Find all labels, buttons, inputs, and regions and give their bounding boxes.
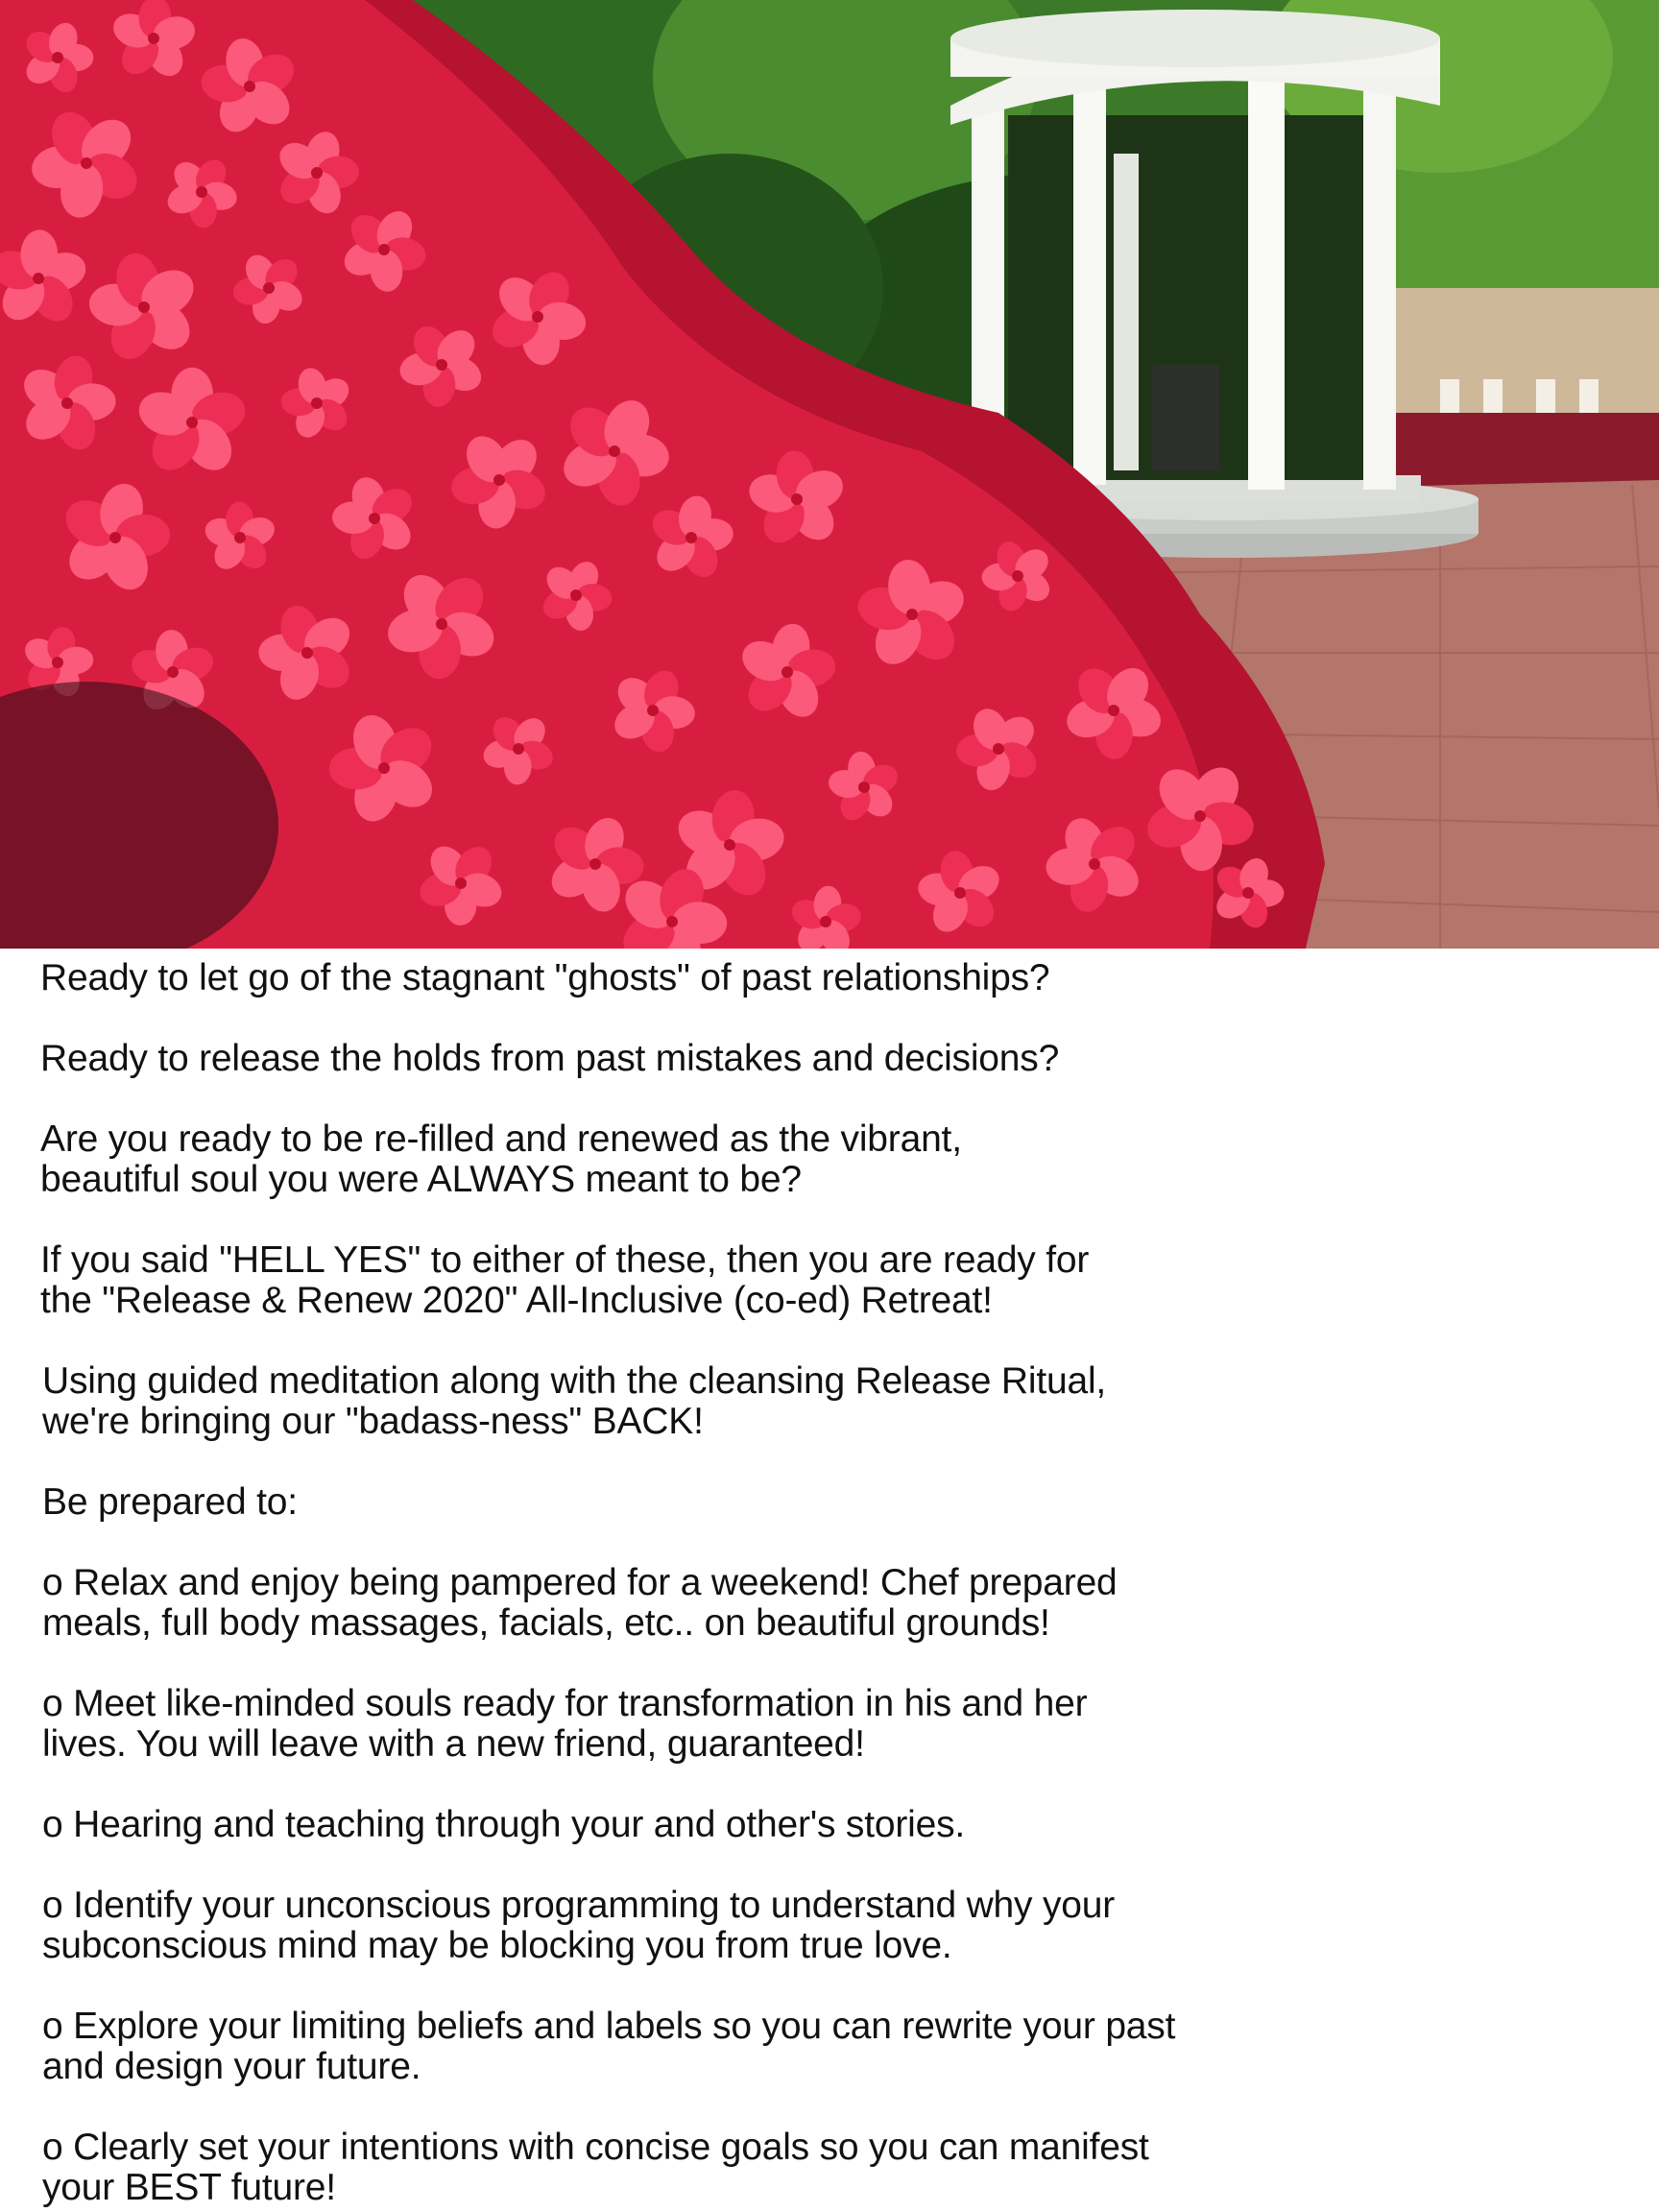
intro-release-holds: Ready to release the holds from past mistakes and decisions? — [40, 1038, 1060, 1079]
bullet-programming: o Identify your unconscious programming to understand why your subconscious mind may be blocking you from true love. — [42, 1885, 1116, 1966]
flowers-gazebo-photo-icon — [0, 0, 1659, 949]
bullet-like-minded: o Meet like-minded souls ready for transformation in his and her lives. You will leave with a new friend, guaranteed! — [42, 1683, 1088, 1765]
intro-meditation: Using guided meditation along with the cleansing Release Ritual, we're bringing our "badass-ness" BACK! — [42, 1360, 1107, 1442]
hero-photo — [0, 0, 1659, 949]
intro-ghosts: Ready to let go of the stagnant "ghosts" of past relationships? — [40, 957, 1050, 998]
intro-renewed: Are you ready to be re-filled and renewed as the vibrant, beautiful soul you were ALWAYS meant to be? — [40, 1118, 962, 1200]
bullet-stories: o Hearing and teaching through your and other's stories. — [42, 1804, 966, 1845]
prepared-heading: Be prepared to: — [42, 1481, 298, 1523]
flyer-copy — [0, 950, 1659, 2212]
bullet-beliefs: o Explore your limiting beliefs and labels so you can rewrite your past and design your future. — [42, 2006, 1176, 2087]
bullet-intentions: o Clearly set your intentions with concise goals so you can manifest your BEST future! — [42, 2127, 1149, 2208]
intro-hell-yes: If you said "HELL YES" to either of these, then you are ready for the "Release & Renew 2020" All-Inclusive (co-ed) Retreat! — [40, 1239, 1090, 1321]
bullet-pampered: o Relax and enjoy being pampered for a weekend! Chef prepared meals, full body massages, facials, etc.. on beautiful grounds! — [42, 1562, 1118, 1644]
